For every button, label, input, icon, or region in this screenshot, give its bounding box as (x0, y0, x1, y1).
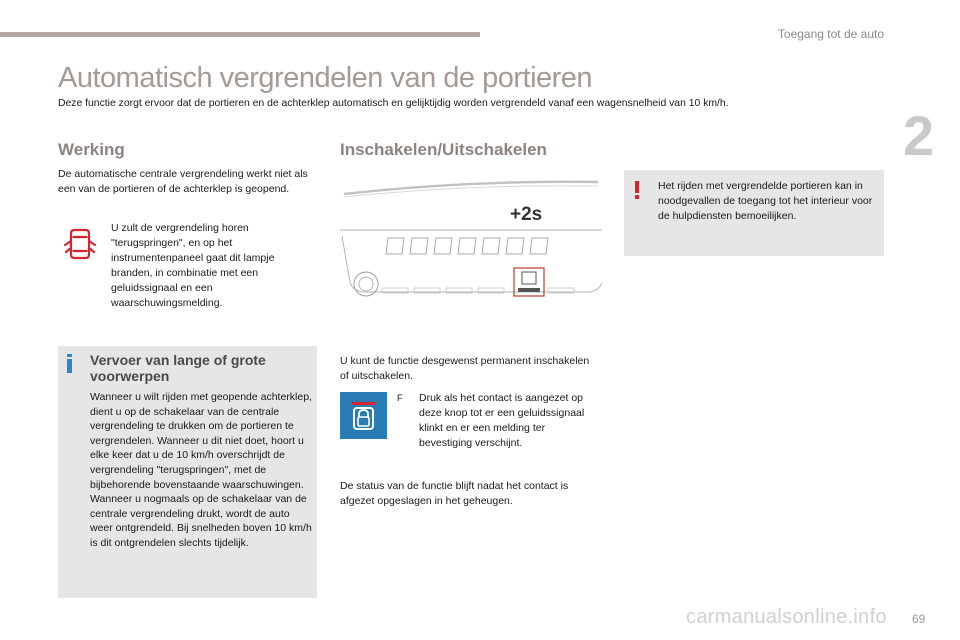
intro-text: Deze functie zorgt ervoor dat de portieren en de achterklep automatisch en gelijktijdig worden vergrendeld vanaf een wagensnelheid van 10 km/h. (58, 98, 729, 109)
top-accent-bar (0, 32, 480, 37)
door-open-warning-icon (60, 224, 100, 264)
inschakelen-memory-note: De status van de functie blijft nadat het contact is afgezet opgeslagen in het geheugen. (340, 480, 569, 507)
inschakelen-paragraph: U kunt de functie desgewenst permanent inschakelen of uitschakelen. (340, 355, 590, 382)
werking-paragraph: De automatische centrale vergrendeling werkt niet als een van de portieren of de achterklep is geopend. (58, 168, 308, 195)
page-number: 69 (912, 612, 926, 626)
werking-heading: Werking (58, 140, 125, 159)
inschakelen-instruction: Druk als het contact is aangezet op deze knop tot er een geluidssignaal klinkt en er een melding ter bevestiging verschijnt. (419, 392, 585, 449)
central-lock-button-icon (340, 392, 387, 439)
dashboard-button-illustration (340, 178, 602, 308)
page-title: Automatisch vergrendelen van de portieren (58, 62, 593, 94)
hold-duration-label: +2s (510, 204, 543, 225)
chapter-number: 2 (903, 104, 935, 167)
info-icon (66, 354, 74, 368)
watermark: carmanualsonline.info (686, 606, 887, 628)
info-box-title: Vervoer van lange of grote voorwerpen (90, 352, 266, 384)
info-box-text: Wanneer u wilt rijden met geopende achterklep, dient u op de schakelaar van de centrale vergrendeling te drukken om de portieren te vergrendelen. Wanneer u dit niet doet, hoort u elke keer dat u de 10 km/h overschrijdt de vergrendeling "terugspringen", met de bijbehorende bovenstaande waarschuwingen. Wanneer u nogmaals op de schakelaar van de centrale vergrendeling drukt, wordt de auto weer ontgrendeld. Bij snelheden boven 10 km/h is dit ontgrendelen slechts tijdelijk. (90, 391, 312, 549)
inschakelen-heading: Inschakelen/Uitschakelen (340, 140, 547, 159)
werking-indicator-text: U zult de vergrendeling horen "terugspringen", en op het instrumentenpaneel gaat dit lampje branden, in combinatie met een geluidssignaal en een waarschuwingsmelding. (111, 222, 275, 309)
bullet-marker: F (397, 393, 403, 403)
chapter-title: Toegang tot de auto (777, 27, 884, 41)
warning-exclamation-icon (634, 181, 640, 199)
warning-text: Het rijden met vergrendelde portieren kan in noodgevallen de toegang tot het interieur voor de hulpdiensten bemoeilijken. (658, 180, 873, 222)
